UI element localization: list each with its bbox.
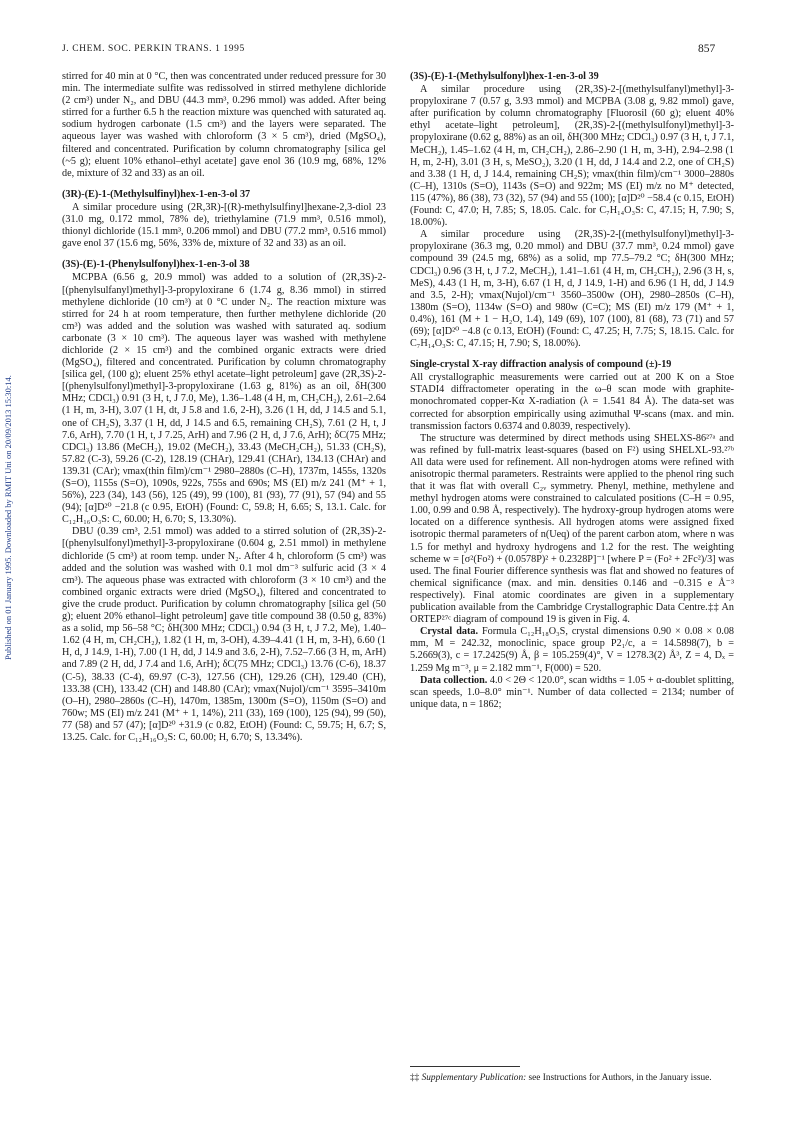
section-heading: (3S)-(E)-1-(Phenylsulfonyl)hex-1-en-3-ol 38 [62, 259, 250, 271]
paragraph-lead: Crystal data. [420, 626, 478, 638]
section-heading: Single-crystal X-ray diffraction analysis of compound (±)-19 [410, 359, 672, 371]
section-heading: (3R)-(E)-1-(Methylsulfinyl)hex-1-en-3-ol 37 [62, 188, 251, 200]
paragraph: A similar procedure using (2R,3R)-[(R)-methylsulfinyl]hexane-2,3-diol 23 (31.0 mg, 0.172 mmol, 78% de), triethylamine (71.9 mm³, 0.516 mmol), thionyl dichloride (15.1 mm³, 0.206 mmol) and DBU (77.2 mm³, 0.516 mmol) gave enol 37 (15.6 mg, 56%, 33% de, mixture of 32 and 33) as an oil. [62, 201, 386, 250]
left-column [62, 71, 386, 744]
footnote [410, 1073, 734, 1084]
paragraph-body: Formula C₁₂H₁₈O₃S, crystal dimensions 0.90 × 0.08 × 0.08 mm, M = 242.32, monoclinic, space group P2₁/c, a = 14.5898(7), b = 5.2669(3), c = 17.2425(9) Å, β = 105.259(4)°, V = 1278.3(2) Å³, Z = 4, Dₓ = 1.259 Mg m⁻³, μ = 2.182 mm⁻¹, F(000) = 520. [410, 626, 735, 674]
running-header: J. CHEM. SOC. PERKIN TRANS. 1 1995 [62, 44, 245, 54]
footnote-label: Supplementary Publication: [421, 1073, 527, 1083]
paragraph: DBU (0.39 cm³, 2.51 mmol) was added to a stirred solution of (2R,3S)-2-[(phenylsulfonyl)methyl]-3-propyloxirane (0.604 g, 2.51 mmol) in methylene dichloride (5 cm³) at room temp. under N₂. After 4 h, chloroform (5 cm³) was added and the solution was washed with 0.1 mol dm⁻³ sulfuric acid (3 × 4 cm³). The aqueous phase was extracted with chloroform (3 × 10 cm³) and the combined organic extracts were dried (MgSO₄), filtered and concentrated to give the crude product. Purification by column chromatography [silica gel (50 g); eluent 20% ethanol–light petroleum] gave title compound 38 (0.50 g, 83%) as a solid, mp 56–58 °C; δH(300 MHz; CDCl₃) 0.94 (3 H, t, J 7.2, Me), 1.40–1.62 (4 H, m, CH₂CH₂), 1.82 (1 H, m, 3-OH), 4.39–4.41 (1 H, m, 3-H), 6.60 (1 H, d, J 14.9, 1-H), 7.00 (1 H, dd, J 14.9 and 3.6, 2-H), 7.52–7.66 (3 H, m, ArH) and 7.89 (2 H, dd, J 7.4 and 1.6, ArH); δC(75 MHz; CDCl₃) 13.76 (C-6), 18.37 (C-5), 38.33 (C-4), 69.97 (C-3), 127.56 (CH), 129.26 (CH), 129.40 (CH), 133.38 (CH), 133.42 (CH) and 148.80 (CAr); νmax(Nujol)/cm⁻¹ 3595–3410m (O–H), 2980–2860s (C–H), 1470m, 1385m, 1300m (S=O), 1150m (S=O) and 760w; MS (EI) m/z 241 (M⁺ + 1, 14%), 211 (33), 169 (100), 125 (94), 99 (50), 77 (58) and 57 (47); [α]D²⁰ +31.9 (c 0.82, EtOH) (Found: C, 59.75; H, 6.7; S, 13.25. Calc. for C₁₂H₁₆O₃S: C, 60.00; H, 6.70; S, 13.34%). [62, 526, 386, 743]
paragraph-data-collection [410, 675, 734, 711]
paragraph: MCPBA (6.56 g, 20.9 mmol) was added to a solution of (2R,3S)-2-[(phenylsulfanyl)methyl]-3-propyloxirane 6 (1.74 g, 8.36 mmol) in stirred methylene dichloride (10 cm³) at 0 °C under N₂. The reaction mixture was stirred for 24 h at room temperature, then further methylene dichloride (20 cm³) was added and the solution was washed with saturated aq. sodium carbonate (3 × 10 cm³). The aqueous layer was washed with methylene dichloride (2 × 15 cm³) and the combined organic extracts were dried (MgSO₄), filtered and concentrated. Purification by column chromatography [silica gel, (100 g); eluent 25% ethyl acetate–light petroleum] gave (2R,3S)-2-[(phenylsulfonyl)methyl]-3-propyloxirane (1.63 g, 81%) as an oil, δH(300 MHz; CDCl₃) 0.91 (3 H, t, J 7.0, Me), 1.36–1.48 (4 H, m, CH₂CH₂), 2.61–2.64 (1 H, m, 3-H), 3.07 (1 H, dt, J 5.8 and 1.6, 2-H), 3.26 (1 H, dd, J 14.5 and 5.1, one of CH₂S), 3.37 (1 H, dd, J 14.5 and 6.5, remaining CH₂S), 7.61 (2 H, t, J 7.6, ArH), 7.70 (1 H, t, J 7.25, ArH) and 7.96 (2 H, d, J 7.6, ArH); δC(75 MHz; CDCl₃) 13.86 (MeCH₂), 19.02 (MeCH₂), 33.43 (MeCH₂CH₂), 51.33 (CH₂S), 57.82 (C-3), 59.26 (C-2), 128.19 (CHAr), 129.41 (CHAr), 134.13 (CHAr) and 139.31 (CAr); νmax(thin film)/cm⁻¹ 2980–2880s (C–H), 1737m, 1455s, 1320s (S=O), 1155s (S=O), 1090s, 922s, 755s and 690s; MS (EI) m/z 241 (M⁺ + 1, 56%), 223 (34), 143 (56), 125 (49), 99 (100), 81 (93), 77 (91), 57 (94) and 55 (94); [α]D²⁰ −21.8 (c 0.95, EtOH) (Found: C, 59.8; H, 6.65; S, 13.1. Calc. for C₁₂H₁₆O₃S: C, 60.00; H, 6.70; S, 13.30%). [62, 272, 386, 526]
paragraph: A similar procedure using (2R,3S)-2-[(methylsulfonyl)methyl]-3-propyloxirane (36.3 mg, 0.20 mmol) and DBU (37.7 mm³, 0.24 mmol) gave compound 39 (24.5 mg, 68%) as a solid, mp 77.5–79.2 °C; δH(300 MHz; CDCl₃) 0.96 (3 H, t, J 7.2, MeCH₂), 1.41–1.61 (4 H, m, CH₂CH₂), 2.96 (3 H, s, MeS), 4.43 (1 H, m, 3-H), 6.67 (1 H, d, J 14.9, 1-H) and 6.96 (1 H, dd, J 14.9 and 3.5, 2-H); νmax(Nujol)/cm⁻¹ 3560–3500w (OH), 2980–2850s (C–H), 1380m (S=O), 1134w (S=O) and 980w (C=C); MS (EI) m/z 179 (M⁺ + 1, 0.4%), 161 (M + 1 − H₂O, 1.4), 149 (69), 107 (100), 81 (68), 73 (71) and 57 (69); [α]D²⁰ −4.8 (c 0.13, EtOH) (Found: C, 47.25; H, 7.75; S, 18.15. Calc. for C₇H₁₄O₃S: C, 47.15; H, 7.90; S, 18.00%). [410, 229, 734, 350]
paragraph: The structure was determined by direct methods using SHELXS-86²⁷ᵃ and was refined by full-matrix least-squares (based on F²) using SHELXL-93.²⁷ᵇ All data were used for refinement. All non-hydrogen atoms were refined with anisotropic thermal parameters. Restraints were applied to the phenol ring such that it was flat with overall C₂ᵥ symmetry. Phenyl, methine, methylene and methyl hydrogen atoms were constrained to calculated positions (C–H = 0.95, 1.00, 0.99 and 0.98 Å, respectively). The hydroxy-group hydrogen atoms were located on a difference synthesis. All hydrogen atoms were assigned fixed isotropic thermal parameters of n(Ueq) of the parent carbon atom, where n was 1.5 for methyl and hydroxy hydrogens and 1.2 for the rest. The weighting scheme w = [σ²(Fo²) + (0.0578P)² + 0.2328P]⁻¹ [where P = (Fo² + 2Fc²)/3] was used. The final Fourier difference synthesis was flat and showed no features of chemical significance (max. and min. densities 0.146 and −0.315 e Å⁻³ respectively). Final atomic coordinates are given in a supplementary publication available from the Cambridge Crystallographic Data Centre.‡‡ An ORTEP²⁷ᶜ diagram of compound 19 is given in Fig. 4. [410, 432, 734, 626]
paragraph-lead: Data collection. [420, 674, 488, 686]
page-number: 857 [698, 43, 716, 55]
footnote-mark: ‡‡ [410, 1073, 420, 1083]
paragraph-crystal-data [410, 626, 734, 674]
footnote-divider [410, 1066, 520, 1067]
paragraph: All crystallographic measurements were carried out at 200 K on a Stoe STADI4 diffractometer operating in the ω–θ scan mode with graphite-monochromated copper-Kα X-radiation (λ = 1.541 84 Å). The data-set was corrected for absorption empirically using azimuthal Ψ-scans (max. and min. transmission factors 0.6374 and 0.8039, respectively). [410, 372, 734, 432]
right-column [410, 71, 734, 711]
footnote-text: see Instructions for Authors, in the January issue. [528, 1073, 712, 1083]
download-watermark[interactable]: Published on 01 January 1995. Downloaded by RMIT Uni on 20/09/2013 15:30:14. [3, 375, 13, 660]
paragraph: A similar procedure using (2R,3S)-2-[(methylsulfanyl)methyl]-3-propyloxirane 7 (0.57 g, 3.93 mmol) and MCPBA (3.08 g, 9.82 mmol) gave, after purification by column chromatography [Fluorosil (60 g); eluent 40% ethyl acetate–light petroleum], (2R,3S)-2-[(methylsulfonyl)methyl]-3-propyloxirane (0.62 g, 88%) as an oil, δH(300 MHz; CDCl₃) 0.97 (3 H, t, J 7.1, MeCH₂), 1.45–1.62 (4 H, m, CH₂CH₂), 2.86–2.90 (1 H, m, 3-H), 2.94–2.98 (1 H, m, 2-H), 3.01 (3 H, s, MeSO₂), 3.20 (1 H, dd, J 14.4 and 2.2, one of CH₂S) and 3.38 (1 H, d, J 14.4, remaining CH₂S); νmax(thin film)/cm⁻¹ 3000–2880s (C–H), 1310s (S=O), 1143s (S=O) and 922m; MS (EI) m/z no M⁺ detected, 115 (47%), 86 (38), 73 (32), 57 (94) and 55 (100); [α]D²⁰ −58.4 (c 0.15, EtOH) (Found: C, 47.0; H, 7.85; S, 18.05. Calc. for C₇H₁₄O₃S: C, 47.15; H, 7.90; S, 18.00%). [410, 84, 734, 229]
paragraph: stirred for 40 min at 0 °C, then was concentrated under reduced pressure for 30 min. The intermediate sulfite was redissolved in stirred methylene dichloride (2 cm³) under N₂, and DBU (44.3 mm³, 0.296 mmol) was added. After being stirred for a further 6.5 h the reaction mixture was quenched with saturated aq. sodium hydrogen carbonate (1.5 cm³) and the layers were separated. The aqueous layer was washed with chloroform (3 × 5 cm³), dried (MgSO₄), filtered and concentrated. Purification by column chromatography [silica gel (~5 g); eluent 10% ethanol–ethyl acetate] gave enol 36 (10.9 mg, 68%, 12% de, mixture of 32 and 33) as an oil. [62, 71, 386, 179]
section-heading: (3S)-(E)-1-(Methylsulfonyl)hex-1-en-3-ol 39 [410, 71, 599, 82]
paragraph-body: 4.0 < 2Θ < 120.0°, scan widths = 1.05 + α-doublet splitting, scan speeds, 1.0–8.0° min⁻¹. Number of data collected = 2134; number of unique data, n = 1862; [410, 674, 735, 710]
